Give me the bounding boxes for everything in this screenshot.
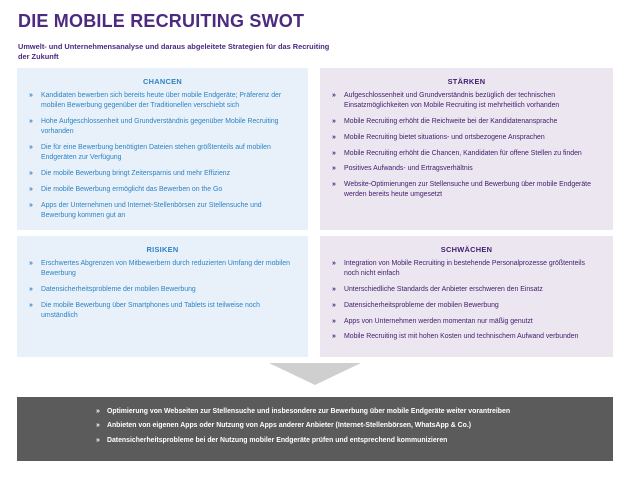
list-item: » Datensicherheitsprobleme der mobilen Bewerbung	[29, 285, 296, 295]
list-item: » Mobile Recruiting erhöht die Chancen, Kandidaten für offene Stellen zu finden	[332, 149, 601, 159]
list-item: » Die mobile Bewerbung ermöglicht das Bewerben on the Go	[29, 185, 296, 195]
chancen-box	[17, 68, 308, 230]
staerken-list	[332, 91, 601, 201]
page-subtitle: Umwelt- und Unternehmensanalyse und daraus abgeleitete Strategien für das Recruiting der Zukunft	[18, 42, 330, 61]
list-item: » Kandidaten bewerben sich bereits heute über mobile Endgeräte; Präferenz der mobilen Bewerbung gegenüber der Traditionellen verschiebt sich	[29, 91, 296, 111]
list-item: » Die für eine Bewerbung benötigten Dateien stehen größtenteils auf mobilen Endgeräten zur Verfügung	[29, 143, 296, 163]
down-arrow-icon	[269, 363, 361, 385]
list-item: » Datensicherheitsprobleme bei der Nutzung mobiler Endgeräte prüfen und entsprechend kommunizieren	[96, 436, 599, 445]
list-item: » Mobile Recruiting ist mit hohen Kosten und technischem Aufwand verbunden	[332, 332, 601, 342]
list-item: » Aufgeschlossenheit und Grundverständnis bezüglich der technischen Einsatzmöglichkeiten von Mobile Recruiting ist mehrheitlich vorhanden	[332, 91, 601, 111]
schwaechen-list	[332, 259, 601, 343]
risiken-list	[29, 259, 296, 321]
list-item: » Optimierung von Webseiten zur Stellensuche und insbesondere zur Bewerbung über mobile Endgeräte weiter vorantreiben	[96, 407, 599, 416]
list-item: » Hohe Aufgeschlossenheit und Grundverständnis gegenüber Mobile Recruiting vorhanden	[29, 117, 296, 137]
list-item: » Die mobile Bewerbung über Smartphones und Tablets ist teilweise noch umständlich	[29, 301, 296, 321]
schwaechen-box	[320, 236, 613, 357]
chancen-list	[29, 91, 296, 221]
list-item: » Mobile Recruiting erhöht die Reichweite bei der Kandidatenansprache	[332, 117, 601, 127]
list-item: » Apps der Unternehmen und Internet-Stellenbörsen zur Stellensuche und Bewerbung kommen gut an	[29, 201, 296, 221]
list-item: » Die mobile Bewerbung bringt Zeitersparnis und mehr Effizienz	[29, 169, 296, 179]
schwaechen-heading: SCHWÄCHEN	[440, 245, 493, 254]
staerken-heading: STÄRKEN	[447, 77, 486, 86]
chancen-heading: CHANCEN	[142, 77, 183, 86]
list-item: » Apps von Unternehmen werden momentan nur mäßig genutzt	[332, 317, 601, 327]
strategy-list	[96, 407, 599, 445]
list-item: » Positives Aufwands- und Ertragsverhältnis	[332, 164, 601, 174]
risiken-heading: RISIKEN	[146, 245, 179, 254]
list-item: » Unterschiedliche Standards der Anbieter erschweren den Einsatz	[332, 285, 601, 295]
list-item: » Integration von Mobile Recruiting in bestehende Personalprozesse größtenteils noch nicht einfach	[332, 259, 601, 279]
page-title: DIE MOBILE RECRUITING SWOT	[18, 11, 305, 31]
list-item: » Mobile Recruiting bietet situations- und ortsbezogene Ansprachen	[332, 133, 601, 143]
staerken-box	[320, 68, 613, 230]
list-item: » Website-Optimierungen zur Stellensuche und Bewerbung über mobile Endgeräte werden bereits heute umgesetzt	[332, 180, 601, 200]
risiken-box	[17, 236, 308, 357]
strategy-box	[17, 397, 613, 461]
list-item: » Anbieten von eigenen Apps oder Nutzung von Apps anderer Anbieter (Internet-Stellenbörsen, WhatsApp & Co.)	[96, 421, 599, 430]
list-item: » Erschwertes Abgrenzen von Mitbewerbern durch reduzierten Umfang der mobilen Bewerbung	[29, 259, 296, 279]
list-item: » Datensicherheitsprobleme der mobilen Bewerbung	[332, 301, 601, 311]
